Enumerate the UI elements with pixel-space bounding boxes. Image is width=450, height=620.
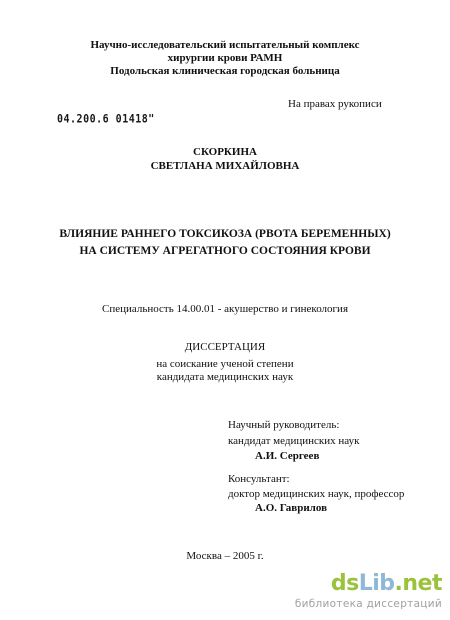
- title-line-2: НА СИСТЕМУ АГРЕГАТНОГО СОСТОЯНИЯ КРОВИ: [79, 245, 371, 257]
- rights-notice: На правах рукописи: [288, 98, 382, 110]
- degree-line-1: на соискание ученой степени: [156, 358, 294, 370]
- institution-line-2: хирургии крови РАМН: [167, 52, 283, 64]
- document-type: ДИССЕРТАЦИЯ: [184, 341, 266, 353]
- supervisor-title: кандидат медицинских наук: [228, 435, 360, 447]
- author-name: СВЕТЛАНА МИХАЙЛОВНА: [150, 160, 300, 172]
- library-stamp: 04.200.6 01418": [57, 113, 155, 126]
- dslib-subtitle: библиотека диссертаций: [294, 598, 442, 610]
- supervisor-name: А.И. Сергеев: [255, 450, 320, 462]
- institution-line-3: Подольская клиническая городская больница: [110, 65, 340, 77]
- institution-line-1: Научно-исследовательский испытательный комплекс: [90, 39, 360, 51]
- title-line-1: ВЛИЯНИЕ РАННЕГО ТОКСИКОЗА (РВОТА БЕРЕМЕННЫХ): [59, 228, 391, 240]
- author-surname: СКОРКИНА: [193, 146, 257, 158]
- consultant-title: доктор медицинских наук, профессор: [228, 488, 405, 500]
- consultant-label: Консультант:: [228, 473, 290, 485]
- consultant-name: А.О. Гаврилов: [255, 502, 328, 514]
- dslib-logo: dsLib.net: [330, 571, 442, 596]
- city-year: Москва – 2005 г.: [186, 550, 264, 562]
- degree-line-2: кандидата медицинских наук: [156, 371, 294, 383]
- dslib-watermark: [295, 573, 442, 610]
- supervisor-label: Научный руководитель:: [228, 419, 340, 431]
- specialty: Специальность 14.00.01 - акушерство и гинекология: [101, 303, 349, 315]
